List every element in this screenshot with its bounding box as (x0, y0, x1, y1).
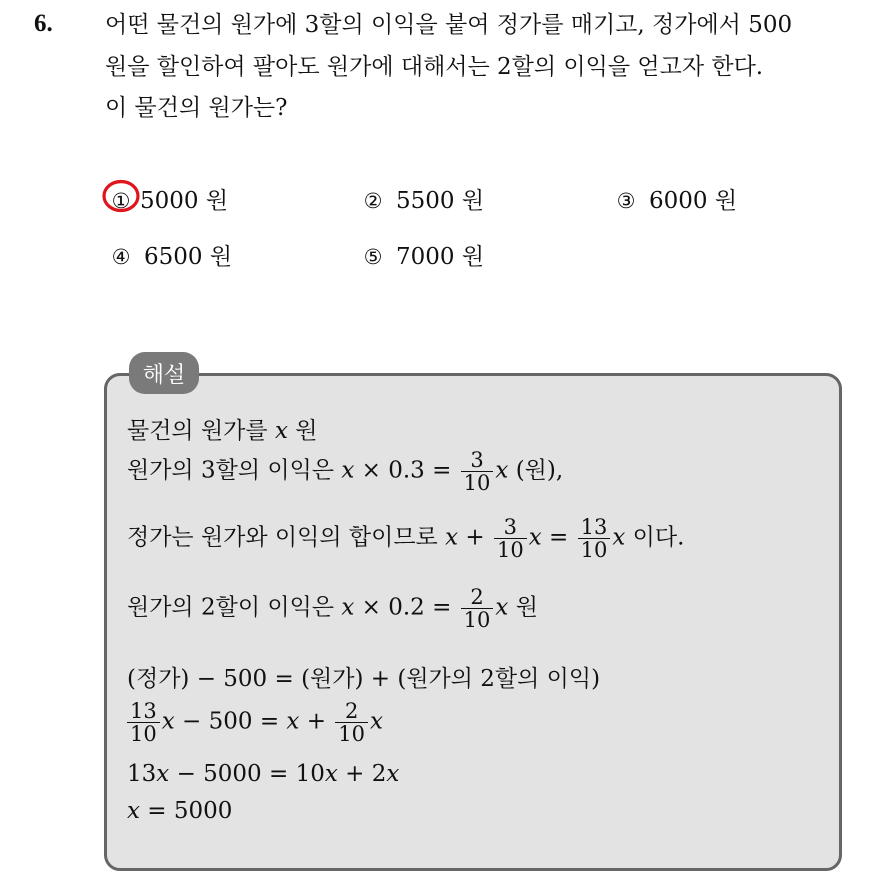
fraction: $\frac{13}{10}$ (127, 700, 160, 745)
question-line-2: 원을 할인하여 팔아도 원가에 대해서는 2할의 이익을 얻고자 한다. (105, 54, 764, 80)
choice-4[interactable] (106, 238, 232, 271)
choice-1[interactable] (106, 182, 228, 215)
solution-line-8: x = 5000 (127, 798, 233, 824)
choice-3-text: 6000 원 (649, 188, 738, 214)
fraction: $\frac{3}{10}$ (494, 516, 527, 561)
solution-line-5: (정가) − 500 = (원가) + (원가의 2할의 이익) (127, 666, 601, 692)
choice-3-marker: ③ (616, 189, 636, 213)
choice-3[interactable] (611, 182, 737, 215)
solution-line-7: 13x − 5000 = 10x + 2x (127, 761, 400, 787)
solution-line-2: 원가의 3할의 이익은 x × 0.3 = $\frac{3}{10}$ x (원), (127, 448, 564, 496)
choice-5-marker: ⑤ (363, 245, 383, 269)
choice-1-text: 5000 원 (140, 188, 229, 214)
solution-line-4: 원가의 2할이 이익은 x × 0.2 = $\frac{2}{10}$ x 원 (127, 585, 538, 633)
choice-2-text: 5500 원 (396, 188, 485, 214)
fraction: $\frac{13}{10}$ (578, 516, 611, 561)
solution-line-1: 물건의 원가를 x 원 (127, 418, 318, 444)
question-line-3: 이 물건의 원가는? (105, 95, 288, 121)
choice-2-marker: ② (363, 189, 383, 213)
choice-4-marker: ④ (111, 245, 131, 269)
question-line-1: 어떤 물건의 원가에 3할의 이익을 붙여 정가를 매기고, 정가에서 500 (105, 12, 793, 38)
solution-line-3: 정가는 원가와 이익의 합이므로 x + $\frac{3}{10}$ x = $\frac{13}{10}$ x 이다. (127, 515, 685, 563)
fraction: $\frac{2}{10}$ (335, 700, 368, 745)
solution-tag: 해설 (129, 352, 199, 394)
fraction: $\frac{3}{10}$ (461, 449, 494, 494)
choice-5-text: 7000 원 (396, 244, 485, 270)
question-number: 6. (34, 10, 53, 37)
choice-4-text: 6500 원 (144, 244, 233, 270)
choice-5[interactable] (358, 238, 484, 271)
fraction: $\frac{2}{10}$ (461, 586, 494, 631)
choice-2[interactable] (358, 182, 484, 215)
choice-1-marker: ① (111, 189, 131, 213)
solution-line-6: $\frac{13}{10}$ x − 500 = x + $\frac{2}{10}$ x (127, 700, 383, 745)
